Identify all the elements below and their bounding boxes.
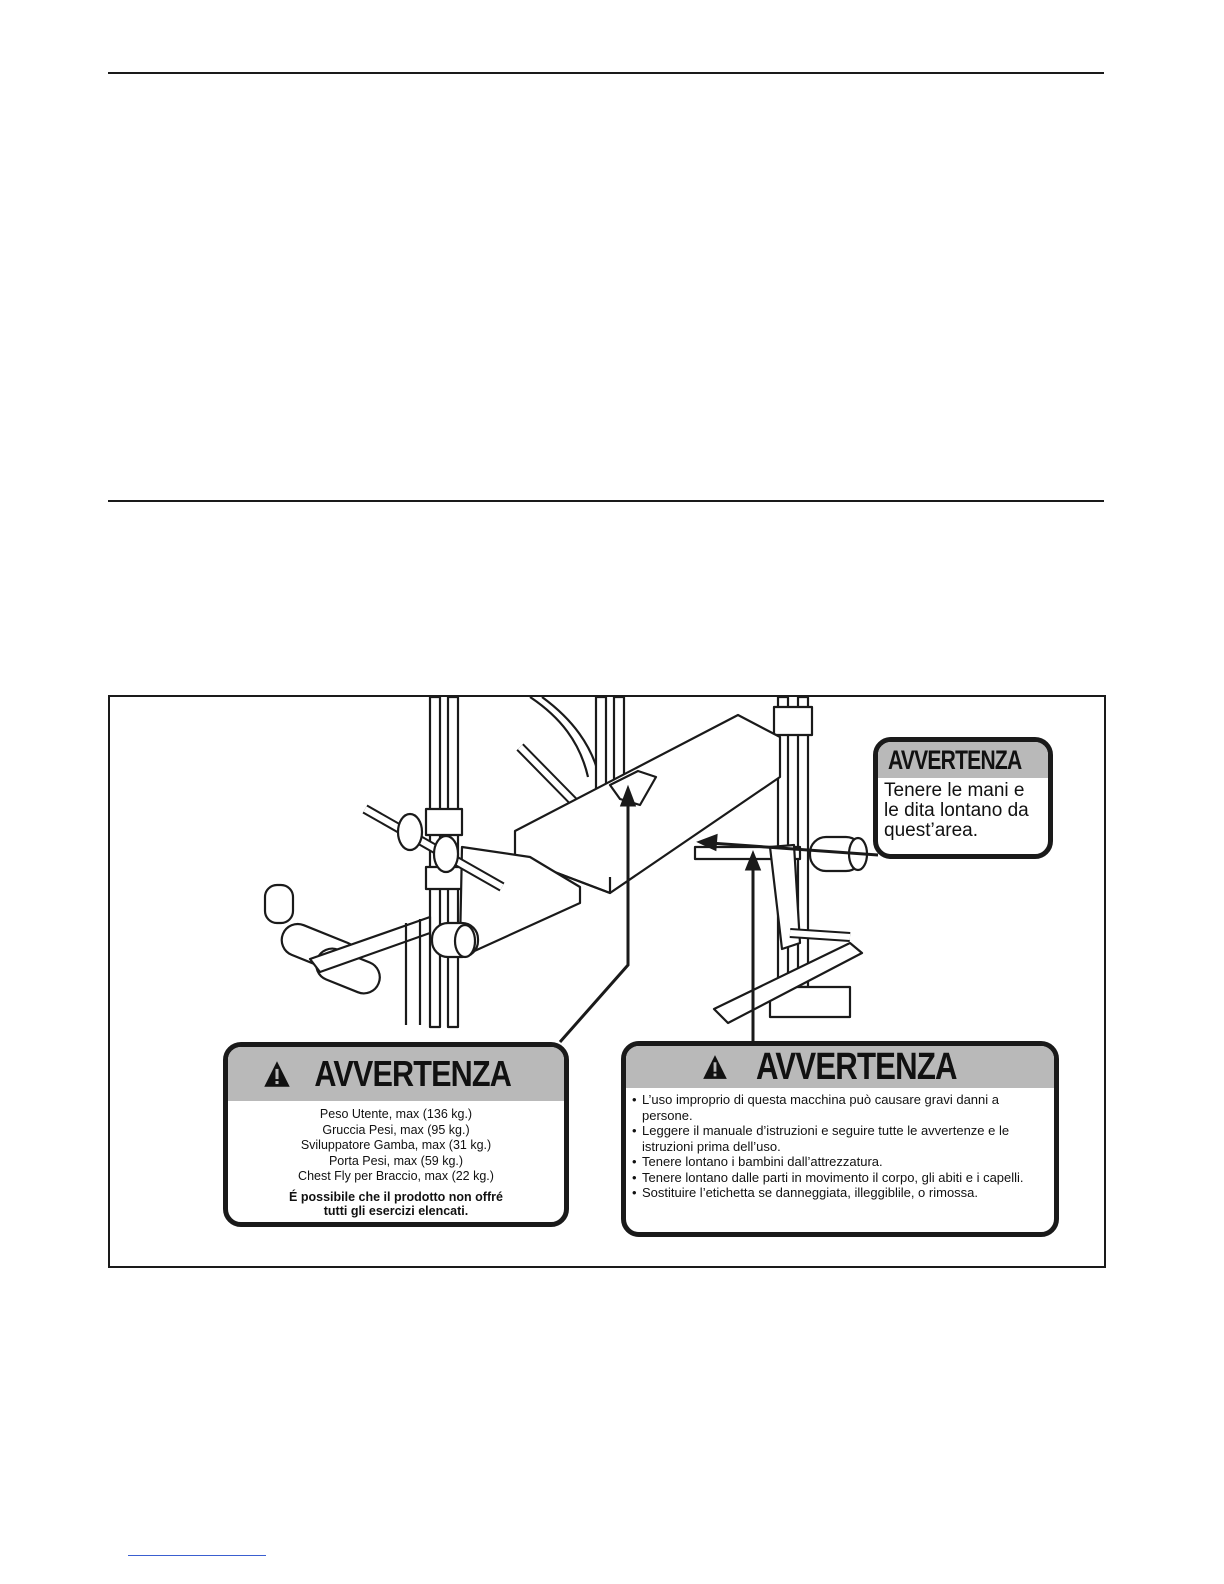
label-body: Tenere le mani e le dita lontano da quest’area. bbox=[884, 780, 1029, 841]
usage-bullet: • Leggere il manuale d’istruzioni e seguire tutte le avvertenze e le istruzioni prima dell’uso. bbox=[632, 1123, 1048, 1154]
limit-item: Sviluppatore Gamba, max (31 kg.) bbox=[300, 1138, 492, 1152]
warning-labels-figure bbox=[108, 695, 1106, 1268]
usage-bullet: • L’uso improprio di questa macchina può causare gravi danni a persone. bbox=[632, 1092, 1048, 1123]
label-heading: AVVERTENZA bbox=[878, 742, 1048, 778]
limit-item: Peso Utente, max (136 kg.) bbox=[319, 1107, 473, 1121]
usage-bullet: • Tenere lontano dalle parti in movimento il corpo, gli abiti e i capelli. bbox=[632, 1170, 1048, 1186]
usage-warning-label bbox=[621, 1041, 1059, 1237]
section-divider bbox=[108, 500, 1104, 502]
hands-warning-label bbox=[873, 737, 1053, 859]
warning-triangle-icon bbox=[263, 1060, 291, 1088]
top-divider bbox=[108, 72, 1104, 74]
limit-item: Porta Pesi, max (59 kg.) bbox=[328, 1153, 464, 1168]
limit-item: Gruccia Pesi, max (95 kg.) bbox=[322, 1122, 470, 1137]
warning-triangle-icon bbox=[702, 1054, 728, 1080]
usage-bullet: • Sostituire l’etichetta se danneggiata, illeggiblile, o rimossa. bbox=[632, 1185, 1048, 1201]
label-note: É possibile che il prodotto non offré tutti gli esercizi elencati. bbox=[289, 1189, 503, 1218]
label-body bbox=[228, 1101, 564, 1218]
usage-bullet-list bbox=[632, 1092, 1048, 1201]
label-body bbox=[626, 1088, 1054, 1205]
label-heading: AVVERTENZA bbox=[626, 1046, 1054, 1088]
footer-link-underline bbox=[128, 1555, 266, 1556]
limit-item: Chest Fly per Braccio, max (22 kg.) bbox=[298, 1169, 494, 1183]
backrest-pad bbox=[515, 715, 780, 893]
weight-limits-warning-label bbox=[223, 1042, 569, 1227]
usage-bullet: • Tenere lontano i bambini dall’attrezzatura. bbox=[632, 1154, 1048, 1170]
label-heading: AVVERTENZA bbox=[228, 1047, 564, 1101]
